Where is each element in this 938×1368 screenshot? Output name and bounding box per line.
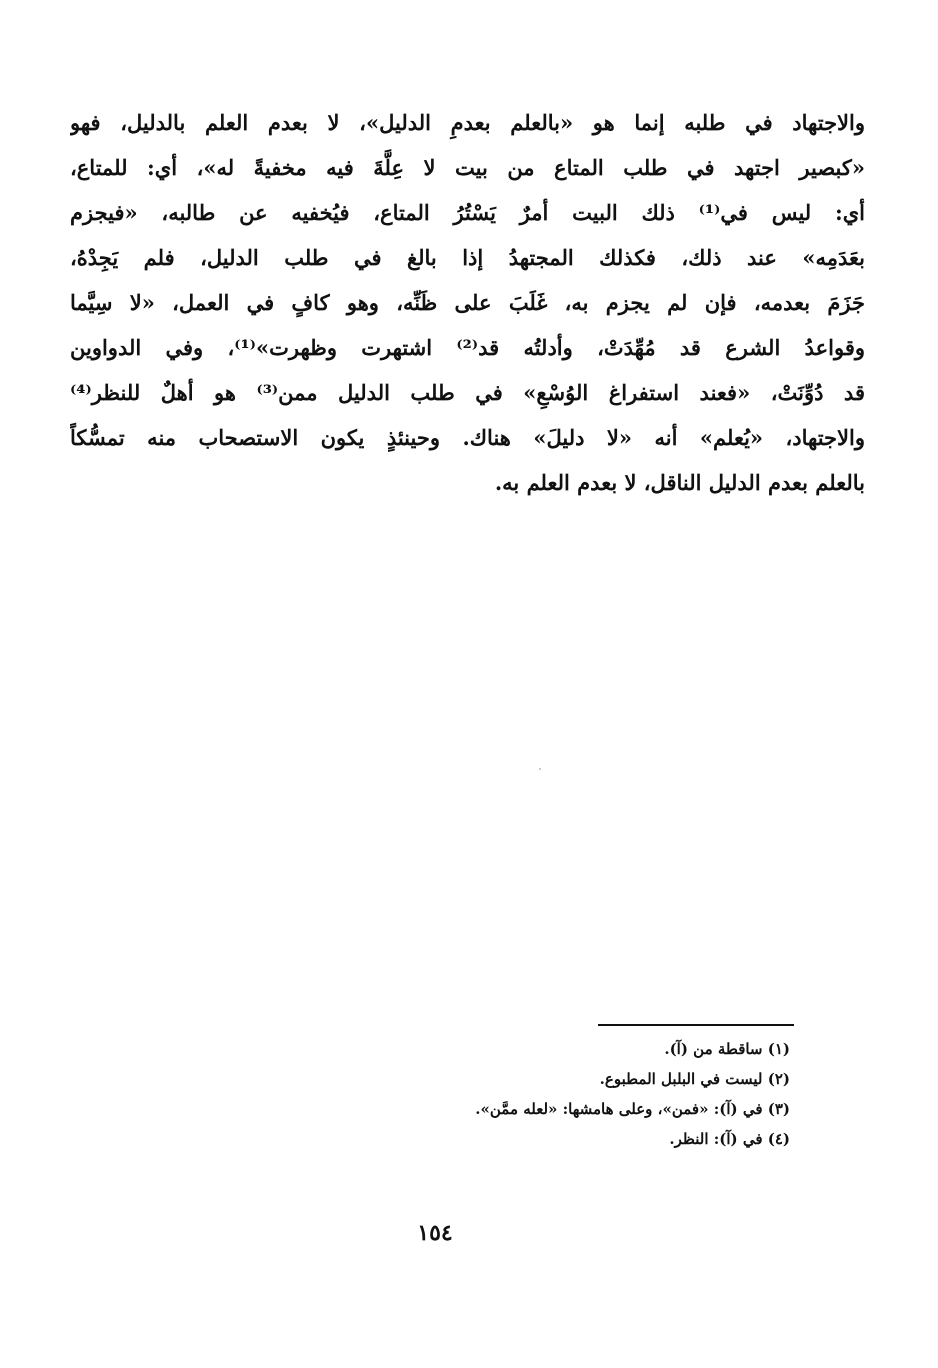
footnote-divider bbox=[598, 1024, 794, 1026]
footnote-item: (٣) في (آ): «فمن»، وعلى هامشها: «لعله ممَّن». bbox=[475, 1100, 790, 1118]
text-line: قد دُوِّنَتْ، «فعند استفراغ الوُسْعِ» في طلب الدليل ممن⁽³⁾ هو أهلٌ للنظر⁽⁴⁾ bbox=[70, 380, 865, 405]
text-line: «كبصير اجتهد في طلب المتاع من بيت لا عِلَّةَ فيه مخفيةً له»، أي: للمتاع، bbox=[70, 155, 865, 180]
text-line: وقواعدُ الشرع قد مُهِّدَتْ، وأدلتُه قد⁽²⁾ اشتهرت وظهرت»⁽¹⁾، وفي الدواوين bbox=[70, 335, 865, 360]
page-number: ١٥٤ bbox=[417, 1220, 453, 1246]
text-line: بعَدَمِه» عند ذلك، فكذلك المجتهدُ إذا بالغ في طلب الدليل، فلم يَجِدْهُ، bbox=[70, 245, 865, 270]
text-line: أي: ليس في⁽¹⁾ ذلك البيت أمرٌ يَسْتُرُ المتاع، فيُخفيه عن طالبه، «فيجزم bbox=[70, 200, 865, 225]
footnote-item: (١) ساقطة من (آ). bbox=[664, 1040, 790, 1058]
text-line: بالعلم بعدم الدليل الناقل، لا بعدم العلم به. bbox=[494, 470, 865, 495]
main-text bbox=[70, 100, 865, 505]
scan-speck bbox=[539, 768, 541, 770]
footnote-item: (٤) في (آ): النظر. bbox=[669, 1130, 790, 1148]
text-line: جَزَمَ بعدمه، فإن لم يجزم به، غَلَبَ على ظَنِّه، وهو كافٍ في العمل، «لا سِيَّما bbox=[70, 290, 865, 315]
text-line: والاجتهاد في طلبه إنما هو «بالعلم بعدمِ الدليل»، لا بعدم العلم بالدليل، فهو bbox=[70, 110, 865, 135]
footnotes bbox=[190, 1034, 790, 1154]
text-line: والاجتهاد، «يُعلم» أنه «لا دليلَ» هناك. وحينئذٍ يكون الاستصحاب منه تمسُّكاً bbox=[70, 425, 865, 450]
footnote-item: (٢) ليست في البلبل المطبوع. bbox=[599, 1070, 790, 1088]
